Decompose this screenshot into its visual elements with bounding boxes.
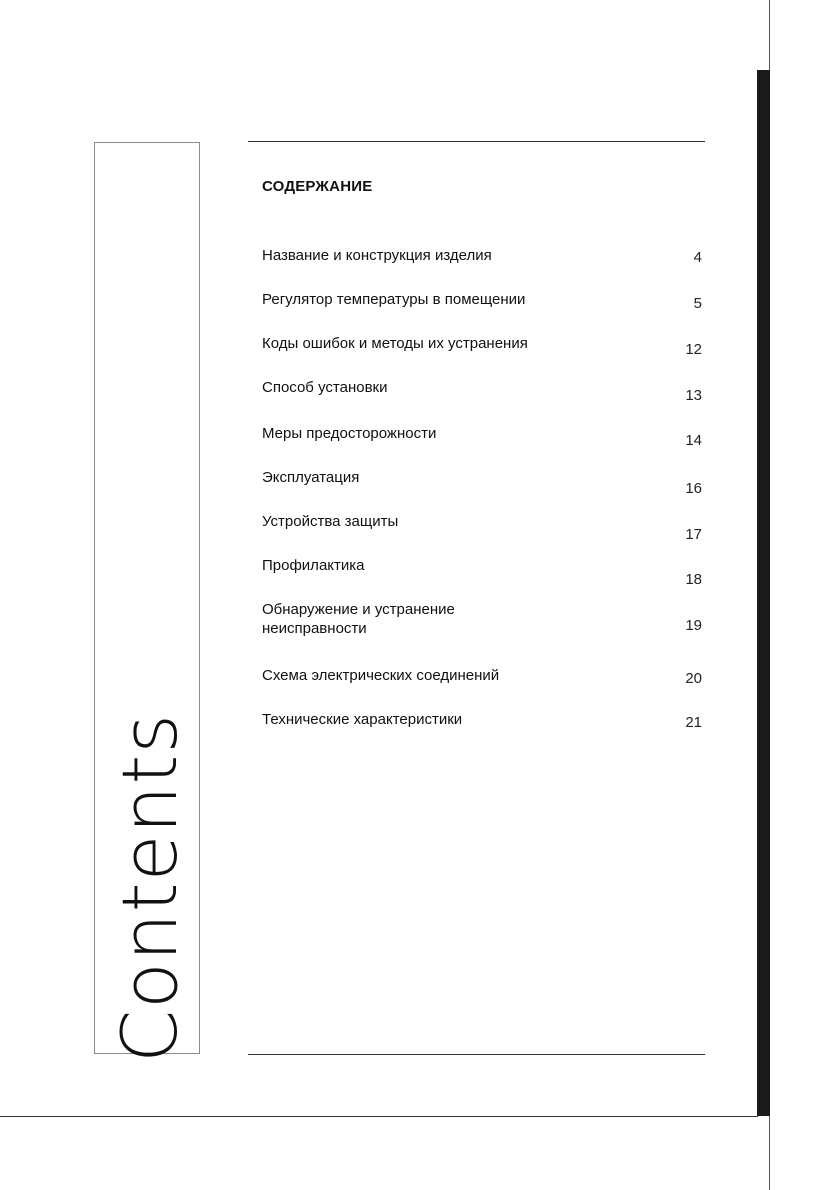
toc-item[interactable] [262, 378, 702, 428]
page-edge-line-top [769, 0, 770, 70]
toc-item[interactable] [262, 246, 702, 296]
toc-top-rule [248, 141, 705, 142]
page-edge-line-bottom [769, 1116, 770, 1190]
toc-item-page: 5 [693, 295, 702, 312]
toc-item-title: Технические характеристики [262, 711, 463, 728]
toc-item-page: 16 [685, 480, 702, 497]
toc-item-title: Коды ошибок и методы их устранения [262, 335, 528, 352]
toc-item-title: Название и конструкция изделия [262, 247, 492, 264]
toc-item-page: 18 [685, 571, 702, 588]
page-bottom-rule [0, 1116, 758, 1117]
toc-item-title: Способ установки [262, 379, 388, 396]
toc-item-page: 12 [685, 341, 702, 358]
toc-item-title: Меры предосторожности [262, 425, 437, 442]
toc-item[interactable] [262, 290, 702, 340]
toc-item[interactable] [262, 468, 702, 518]
toc-item-title: Схема электрических соединений [262, 667, 500, 684]
contents-side-label: Contents [105, 713, 194, 1063]
toc-item[interactable] [262, 600, 702, 650]
toc-item[interactable] [262, 424, 702, 474]
toc-item-page: 13 [685, 387, 702, 404]
toc-item-page: 21 [685, 714, 702, 731]
toc-item[interactable] [262, 710, 702, 760]
toc-item-title: Регулятор температуры в помещении [262, 291, 526, 308]
toc-item-page: 4 [693, 249, 702, 266]
page-edge-bar [757, 70, 770, 1116]
toc-item[interactable] [262, 512, 702, 562]
toc-item[interactable] [262, 666, 702, 716]
toc-item-title: Устройства защиты [262, 513, 399, 530]
toc-bottom-rule [248, 1054, 705, 1055]
toc-heading: СОДЕРЖАНИЕ [262, 178, 373, 195]
toc-item-title: Обнаружение и устранение неисправности [262, 601, 455, 637]
toc-item-page: 17 [685, 526, 702, 543]
toc-item-page: 14 [685, 432, 702, 449]
toc-item-page: 20 [685, 670, 702, 687]
toc-item[interactable] [262, 334, 702, 384]
toc-item-title: Эксплуатация [262, 469, 360, 486]
toc-item-title: Профилактика [262, 557, 365, 574]
toc-item[interactable] [262, 556, 702, 606]
toc-item-page: 19 [685, 617, 702, 634]
